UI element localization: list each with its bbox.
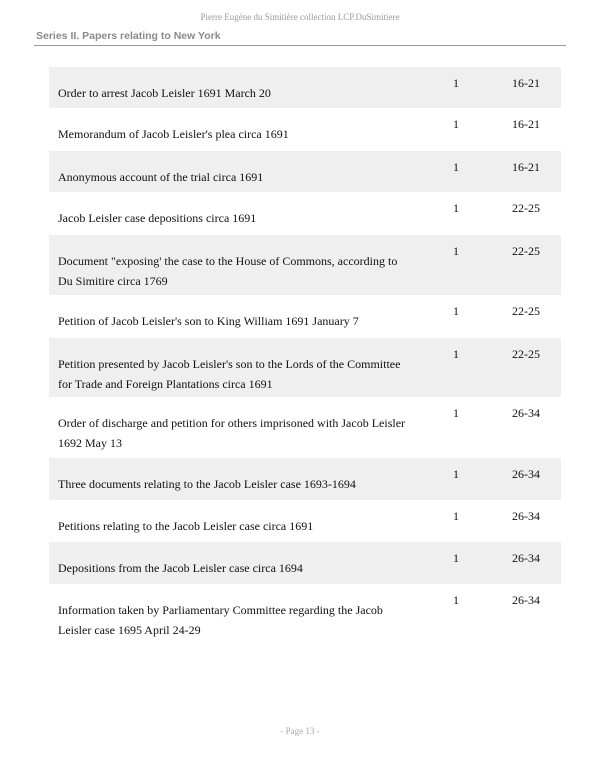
table-row (49, 338, 561, 397)
folder-range: 26-34 (512, 551, 540, 565)
box-number: 1 (453, 201, 459, 215)
table-row (49, 542, 561, 584)
box-number: 1 (453, 593, 459, 607)
table-row (49, 500, 561, 542)
page-number: - Page 13 - (280, 726, 320, 736)
collection-header: Pierre Eugène du Simitière collection LCP.DuSimitiere (200, 12, 400, 22)
box-number: 1 (453, 467, 459, 481)
item-description: Petition of Jacob Leisler's son to King William 1691 January 7 (58, 314, 359, 328)
table-row (49, 458, 561, 500)
box-number: 1 (453, 509, 459, 523)
item-description: Three documents relating to the Jacob Leisler case 1693-1694 (58, 477, 356, 491)
folder-range: 22-25 (512, 347, 540, 361)
folder-range: 16-21 (512, 117, 540, 131)
item-description: Anonymous account of the trial circa 1691 (58, 170, 264, 184)
folder-range: 26-34 (512, 467, 540, 481)
box-number: 1 (453, 117, 459, 131)
folder-range: 26-34 (512, 406, 540, 420)
table-row (49, 397, 561, 458)
header-rule (34, 45, 566, 46)
table-row (49, 192, 561, 235)
table-row (49, 151, 561, 192)
item-description: Jacob Leisler case depositions circa 1691 (58, 211, 257, 225)
item-description: Order to arrest Jacob Leisler 1691 March 20 (58, 86, 271, 100)
item-description: Memorandum of Jacob Leisler's plea circa 1691 (58, 127, 289, 141)
series-title: Series II. Papers relating to New York (36, 30, 221, 42)
folder-range: 16-21 (512, 76, 540, 90)
table-row (49, 584, 561, 646)
folder-range: 16-21 (512, 160, 540, 174)
box-number: 1 (453, 160, 459, 174)
table-row (49, 295, 561, 338)
table-row (49, 67, 561, 108)
container-list-table (49, 67, 561, 646)
folder-range: 22-25 (512, 201, 540, 215)
table-row (49, 235, 561, 295)
folder-range: 22-25 (512, 244, 540, 258)
table-row (49, 108, 561, 151)
folder-range: 22-25 (512, 304, 540, 318)
box-number: 1 (453, 406, 459, 420)
box-number: 1 (453, 347, 459, 361)
item-description: Depositions from the Jacob Leisler case circa 1694 (58, 561, 303, 575)
item-description: Petition presented by Jacob Leisler's son to the Lords of the Committee for Trade and Foreign Plantations circa 1691 (58, 357, 401, 391)
item-description: Order of discharge and petition for others imprisoned with Jacob Leisler 1692 May 13 (58, 416, 406, 450)
folder-range: 26-34 (512, 593, 540, 607)
box-number: 1 (453, 76, 459, 90)
box-number: 1 (453, 244, 459, 258)
item-description: Document "exposing' the case to the House of Commons, according to Du Simitire circa 1769 (58, 254, 398, 288)
box-number: 1 (453, 304, 459, 318)
box-number: 1 (453, 551, 459, 565)
item-description: Petitions relating to the Jacob Leisler case circa 1691 (58, 519, 314, 533)
folder-range: 26-34 (512, 509, 540, 523)
item-description: Information taken by Parliamentary Committee regarding the Jacob Leisler case 1695 April 24-29 (58, 603, 383, 637)
